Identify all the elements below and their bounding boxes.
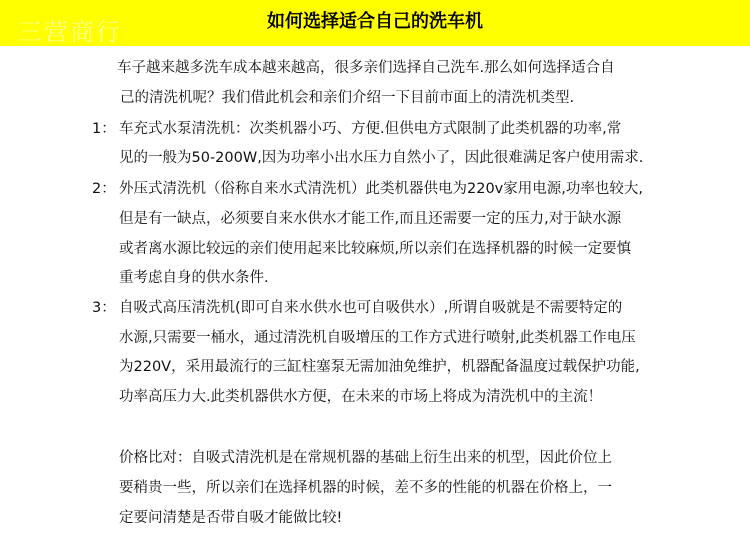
item-number: 1： xyxy=(92,121,116,137)
intro-line: 车子越来越多洗车成本越来越高，很多亲们选择自己洗车.那么如何选择适合自 xyxy=(117,60,615,76)
item-line: 见的一般为50-200W,因为功率小出水压力自然小了，因此很难满足客户使用需求. xyxy=(119,150,644,166)
item-line: 重考虑自身的供水条件. xyxy=(119,270,269,286)
item-line: 但是有一缺点，必须要自来水供水才能工作,而且还需要一定的压力,对于缺水源 xyxy=(119,211,622,227)
item-line: 车充式水泵清洗机：次类机器小巧、方便.但供电方式限制了此类机器的功率,常 xyxy=(119,121,622,137)
shop-watermark: 三营商行 xyxy=(18,18,122,46)
item-number: 2： xyxy=(92,181,116,197)
price-line: 定要问清楚是否带自吸才能做比较! xyxy=(119,510,343,526)
item-line: 自吸式高压清洗机(即可自来水供水也可自吸供水）,所谓自吸就是不需要特定的 xyxy=(119,300,623,316)
item-line: 为220V，采用最流行的三缸柱塞泵无需加油免维护，机器配备温度过载保护功能, xyxy=(119,359,640,375)
price-line: 价格比对：自吸式清洗机是在常规机器的基础上衍生出来的机型，因此价位上 xyxy=(119,450,612,466)
item-line: 外压式清洗机（俗称自来水式清洗机）此类机器供电为220v家用电源,功率也较大, xyxy=(119,181,643,197)
page-title: 如何选择适合自己的洗车机 xyxy=(267,11,483,32)
item-line: 功率高压力大.此类机器供水方便，在未来的市场上将成为清洗机中的主流！ xyxy=(119,389,603,405)
intro-line: 己的清洗机呢？我们借此机会和亲们介绍一下目前市面上的清洗机类型. xyxy=(120,90,575,106)
item-line: 或者离水源比较远的亲们使用起来比较麻烦,所以亲们在选择机器的时候一定要慎 xyxy=(119,241,632,257)
price-line: 要稍贵一些，所以亲们在选择机器的时候，差不多的性能的机器在价格上，一 xyxy=(119,480,612,496)
item-line: 水源,只需要一桶水，通过清洗机自吸增压的工作方式进行喷射,此类机器工作电压 xyxy=(119,330,636,346)
item-number: 3： xyxy=(92,300,116,316)
